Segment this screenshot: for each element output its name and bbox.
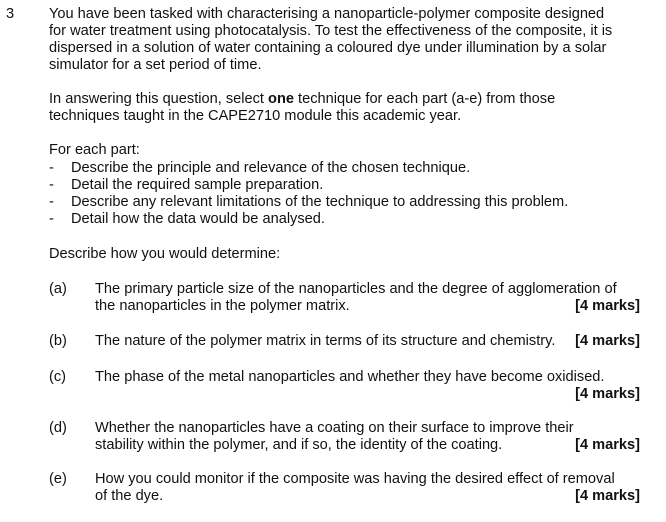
for-each-heading: For each part: [49, 142, 140, 158]
part-text: The nature of the polymer matrix in terms of its structure and chemistry. [95, 333, 556, 349]
intro-line: You have been tasked with characterising a nanoparticle-polymer composite designed [49, 6, 605, 22]
part-text: How you could monitor if the composite was having the desired effect of removal [95, 471, 615, 487]
instruction-line [49, 91, 659, 108]
part-label: (e) [49, 471, 67, 487]
part-text: stability within the polymer, and if so, the identity of the coating. [95, 437, 503, 453]
bullet-text: Describe the principle and relevance of the chosen technique. [71, 160, 471, 176]
bullet-dash: - [49, 211, 54, 227]
part-text: the nanoparticles in the polymer matrix. [95, 298, 350, 314]
part-text: of the dye. [95, 488, 164, 504]
bullet-text: Detail how the data would be analysed. [71, 211, 325, 227]
determine-heading: Describe how you would determine: [49, 246, 281, 262]
bullet-dash: - [49, 160, 54, 176]
part-marks: [4 marks] [575, 437, 640, 453]
intro-line: simulator for a set period of time. [49, 57, 262, 73]
instruction-emphasis: one [268, 91, 294, 107]
bullet-text: Describe any relevant limitations of the technique to addressing this problem. [71, 194, 569, 210]
part-text: The primary particle size of the nanoparticles and the degree of agglomeration of [95, 281, 617, 297]
instruction-text: technique for each part (a-e) from those [293, 91, 556, 107]
part-label: (c) [49, 369, 67, 385]
question-number: 3 [6, 6, 15, 22]
part-marks: [4 marks] [575, 488, 640, 504]
part-label: (b) [49, 333, 67, 349]
part-label: (d) [49, 420, 67, 436]
bullet-text: Detail the required sample preparation. [71, 177, 324, 193]
part-label: (a) [49, 281, 67, 297]
part-text: Whether the nanoparticles have a coating on their surface to improve their [95, 420, 574, 436]
intro-line: dispersed in a solution of water containing a coloured dye under illumination by a solar [49, 40, 607, 56]
bullet-dash: - [49, 194, 54, 210]
part-marks: [4 marks] [575, 386, 640, 402]
part-marks: [4 marks] [575, 298, 640, 314]
instruction-text: In answering this question, select [49, 91, 269, 107]
part-text: The phase of the metal nanoparticles and whether they have become oxidised. [95, 369, 605, 385]
bullet-dash: - [49, 177, 54, 193]
part-marks: [4 marks] [575, 333, 640, 349]
intro-line: for water treatment using photocatalysis. To test the effectiveness of the composite, it is [49, 23, 613, 39]
instruction-line: techniques taught in the CAPE2710 module this academic year. [49, 108, 462, 124]
